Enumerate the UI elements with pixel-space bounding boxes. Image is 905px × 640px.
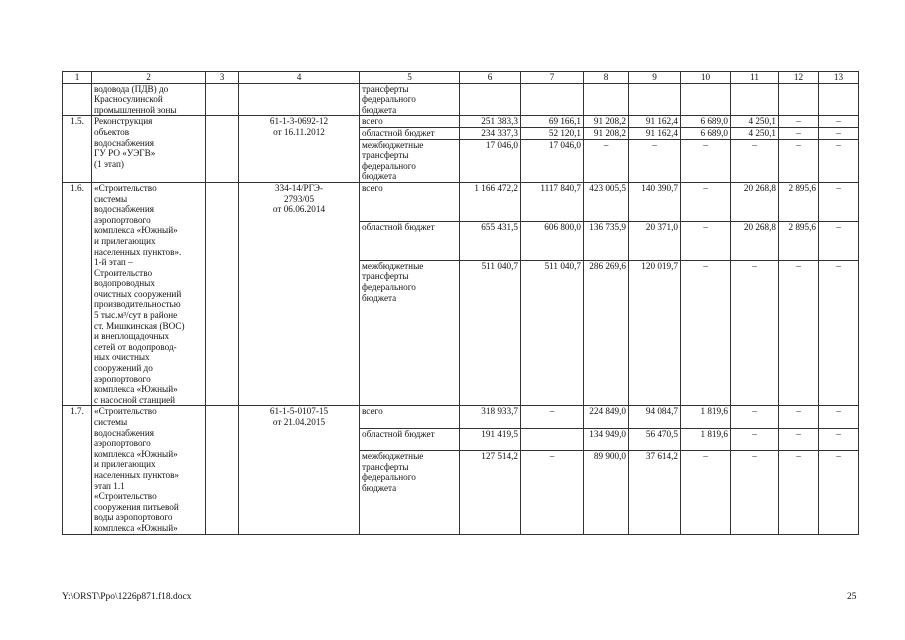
value-cell: 89 900,0 — [584, 451, 629, 535]
value-cell: 655 431,5 — [460, 221, 521, 260]
table-row — [63, 182, 859, 221]
value-cell: 140 390,7 — [629, 182, 681, 221]
funding-source-cell: всего — [360, 116, 460, 128]
value-cell: 20 268,8 — [731, 182, 779, 221]
value-cell: – — [779, 260, 819, 406]
funding-source-cell: всего — [360, 182, 460, 221]
value-cell: 52 120,1 — [521, 127, 584, 139]
value-cell — [521, 428, 584, 450]
col-header: 2 — [92, 72, 206, 84]
value-cell: 136 735,9 — [584, 221, 629, 260]
col-header: 4 — [239, 72, 360, 84]
value-cell — [521, 83, 584, 116]
value-cell: 120 019,7 — [629, 260, 681, 406]
value-cell — [629, 83, 681, 116]
value-cell: 20 371,0 — [629, 221, 681, 260]
value-cell — [819, 83, 859, 116]
value-cell: – — [521, 451, 584, 535]
value-cell: – — [819, 406, 859, 428]
col-header: 10 — [681, 72, 731, 84]
item-number-cell: 1.6. — [63, 182, 92, 405]
document-cell: 61-1-3-0692-12 от 16.11.2012 — [239, 116, 360, 183]
value-cell: 251 383,3 — [460, 116, 521, 128]
document-cell — [239, 83, 360, 116]
empty-cell — [206, 116, 239, 183]
value-cell: 17 046,0 — [521, 139, 584, 182]
value-cell: 4 250,1 — [731, 127, 779, 139]
col-header: 3 — [206, 72, 239, 84]
value-cell: 191 419,5 — [460, 428, 521, 450]
value-cell — [584, 83, 629, 116]
value-cell: 91 162,4 — [629, 127, 681, 139]
value-cell: – — [731, 428, 779, 450]
item-number-cell: 1.7. — [63, 406, 92, 534]
value-cell: – — [681, 182, 731, 221]
item-name-cell: водовода (ПДВ) до Красносулинской промышленной зоны — [92, 83, 206, 116]
value-cell: 94 084,7 — [629, 406, 681, 428]
value-cell: – — [584, 139, 629, 182]
value-cell: 2 895,6 — [779, 182, 819, 221]
value-cell: 127 514,2 — [460, 451, 521, 535]
value-cell: 1 819,6 — [681, 406, 731, 428]
value-cell: 91 208,2 — [584, 116, 629, 128]
empty-cell — [206, 182, 239, 405]
funding-source-cell: областной бюджет — [360, 428, 460, 450]
value-cell: 1117 840,7 — [521, 182, 584, 221]
value-cell: – — [779, 451, 819, 535]
value-cell: – — [819, 451, 859, 535]
value-cell: – — [819, 428, 859, 450]
value-cell: – — [629, 139, 681, 182]
col-header: 1 — [63, 72, 92, 84]
value-cell: 6 689,0 — [681, 116, 731, 128]
value-cell: – — [819, 260, 859, 406]
funding-source-cell: областной бюджет — [360, 127, 460, 139]
value-cell — [779, 83, 819, 116]
value-cell: 4 250,1 — [731, 116, 779, 128]
value-cell: – — [779, 127, 819, 139]
value-cell: – — [731, 139, 779, 182]
value-cell: 37 614,2 — [629, 451, 681, 535]
value-cell: – — [681, 221, 731, 260]
value-cell: 234 337,3 — [460, 127, 521, 139]
value-cell — [731, 83, 779, 116]
value-cell: 134 949,0 — [584, 428, 629, 450]
value-cell: – — [779, 406, 819, 428]
col-header: 13 — [819, 72, 859, 84]
value-cell: – — [731, 260, 779, 406]
col-header: 5 — [360, 72, 460, 84]
value-cell: – — [819, 182, 859, 221]
empty-cell — [206, 83, 239, 116]
value-cell: – — [779, 116, 819, 128]
col-header: 6 — [460, 72, 521, 84]
value-cell: – — [681, 260, 731, 406]
value-cell: – — [819, 139, 859, 182]
value-cell: – — [521, 406, 584, 428]
page-number: 25 — [847, 592, 857, 602]
empty-cell — [206, 406, 239, 534]
col-header: 9 — [629, 72, 681, 84]
value-cell: 286 269,6 — [584, 260, 629, 406]
item-name-cell: «Строительство системы водоснабжения аэропортового комплекса «Южный» и прилегающих населенных пунктов». 1-й этап – Строительство водопроводных очистных сооружений производительностью 5 тыс.м³/сут в районе ст. Мишкинская (ВОС) и внеплощадочных сетей от водопровод- ных очистных сооружений до аэропортового комплекса «Южный» с насосной станцией — [92, 182, 206, 405]
value-cell: – — [681, 139, 731, 182]
value-cell: 20 268,8 — [731, 221, 779, 260]
funding-source-cell: межбюджетные трансферты федерального бюджета — [360, 451, 460, 535]
item-name-cell: Реконструкция объектов водоснабжения ГУ РО «УЭГВ» (1 этап) — [92, 116, 206, 183]
value-cell: 224 849,0 — [584, 406, 629, 428]
col-header: 11 — [731, 72, 779, 84]
value-cell: 511 040,7 — [460, 260, 521, 406]
value-cell: 606 800,0 — [521, 221, 584, 260]
value-cell: – — [779, 428, 819, 450]
value-cell: 2 895,6 — [779, 221, 819, 260]
value-cell: – — [731, 406, 779, 428]
value-cell: 91 162,4 — [629, 116, 681, 128]
document-cell: 61-1-5-0107-15 от 21.04.2015 — [239, 406, 360, 534]
budget-table — [62, 71, 859, 535]
value-cell: – — [731, 451, 779, 535]
value-cell: 56 470,5 — [629, 428, 681, 450]
value-cell: 69 166,1 — [521, 116, 584, 128]
footer-file-path: Y:\ORST\Ppo\1226p871.f18.docx — [62, 592, 192, 602]
value-cell: 318 933,7 — [460, 406, 521, 428]
header-row — [63, 72, 859, 84]
value-cell: 17 046,0 — [460, 139, 521, 182]
funding-source-cell: всего — [360, 406, 460, 428]
document-cell: 334-14/РГЭ- 2793/05 от 06.06.2014 — [239, 182, 360, 405]
value-cell: – — [681, 451, 731, 535]
continuation-row — [63, 83, 859, 116]
value-cell: 423 005,5 — [584, 182, 629, 221]
funding-source-cell: областной бюджет — [360, 221, 460, 260]
value-cell: 91 208,2 — [584, 127, 629, 139]
funding-source-cell: трансферты федерального бюджета — [360, 83, 460, 116]
value-cell: 1 166 472,2 — [460, 182, 521, 221]
value-cell: 1 819,6 — [681, 428, 731, 450]
col-header: 8 — [584, 72, 629, 84]
value-cell — [460, 83, 521, 116]
col-header: 12 — [779, 72, 819, 84]
funding-source-cell: межбюджетные трансферты федерального бюджета — [360, 260, 460, 406]
col-header: 7 — [521, 72, 584, 84]
table-row — [63, 406, 859, 428]
value-cell: – — [819, 127, 859, 139]
item-name-cell: «Строительство системы водоснабжения аэропортового комплекса «Южный» и прилегающих населенных пунктов» этап 1.1 «Строительство сооружения питьевой воды аэропортового комплекса «Южный» — [92, 406, 206, 534]
value-cell: – — [819, 116, 859, 128]
item-number-cell — [63, 83, 92, 116]
value-cell: – — [819, 221, 859, 260]
funding-source-cell: межбюджетные трансферты федерального бюджета — [360, 139, 460, 182]
value-cell — [681, 83, 731, 116]
value-cell: – — [779, 139, 819, 182]
table-row — [63, 116, 859, 128]
item-number-cell: 1.5. — [63, 116, 92, 183]
value-cell: 6 689,0 — [681, 127, 731, 139]
value-cell: 511 040,7 — [521, 260, 584, 406]
